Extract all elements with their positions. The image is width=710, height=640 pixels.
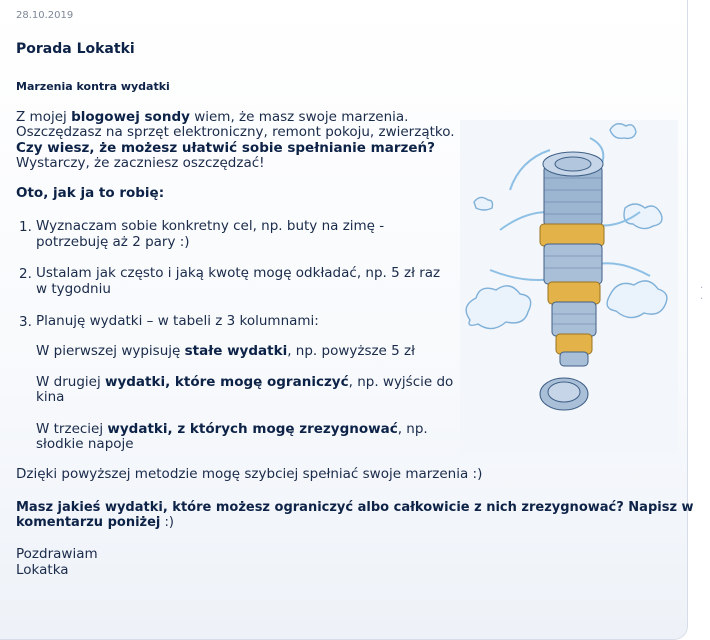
step-3-line-1: Planuję wydatki – w tabeli z 3 kolumnami: [36,313,319,329]
step-number: 2. [19,266,32,282]
column-item-2-line-2: kina [36,389,65,405]
column-text: , np. wyjście do [348,374,454,390]
step-number: 1. [19,219,32,235]
intro-bold: blogowej sondy [71,109,190,125]
column-item-2 [36,375,453,390]
column-bold: wydatki, z których mogę zrezygnować [107,421,398,437]
sign-off-name: Lokatka [16,562,69,578]
column-item-1 [36,344,415,359]
column-bold: wydatki, które mogę ograniczyć [104,374,349,390]
step-number: 3. [19,314,32,330]
column-text: W trzeciej [36,421,108,437]
decorative-dots: · · [700,283,706,305]
column-text: , np. [397,421,428,437]
post-subtitle: Marzenia kontra wydatki [16,80,170,93]
method-line: Dzięki powyższej metodzie mogę szybciej spełniać swoje marzenia :) [16,466,483,482]
step-2-line-1: Ustalam jak często i jaką kwotę mogę odkładać, np. 5 zł raz [36,265,441,281]
question-line-2 [16,515,174,530]
intro-text: Z mojej [16,109,72,125]
column-text: , np. powyższe 5 zł [287,343,415,359]
step-1-line-1: Wyznaczam sobie konkretny cel, np. buty na zimę - [36,218,385,234]
post-title: Porada Lokatki [16,41,135,57]
column-text: W drugiej [36,374,105,390]
intro-line-4: Wystarczy, że zaczniesz oszczędzać! [16,155,265,171]
coin-stack-illustration [460,120,678,454]
column-text: W pierwszej wypisuję [36,343,185,359]
question-line-1: Masz jakieś wydatki, które możesz ograniczyć albo całkowicie z nich zrezygnować? Napisz w [16,500,694,515]
question-bold: komentarzu poniżej [16,515,161,530]
intro-text: wiem, że masz swoje marzenia. [189,109,409,125]
column-item-3 [36,422,428,437]
step-2-line-2: w tygodniu [36,281,111,297]
intro-line-1 [16,110,408,125]
intro-line-3: Czy wiesz, że możesz ułatwić sobie spełnianie marzeń? [16,140,435,156]
intro-line-2: Oszczędzasz na sprzęt elektroniczny, remont pokoju, zwierzątko. [16,124,455,140]
post-date: 28.10.2019 [16,10,74,21]
column-item-3-line-2: słodkie napoje [36,436,134,452]
column-bold: stałe wydatki [184,343,288,359]
sign-off-greeting: Pozdrawiam [16,546,98,562]
step-1-line-2: potrzebuję aż 2 pary :) [36,234,190,250]
howto-heading: Oto, jak ja to robię: [16,185,165,201]
question-text: :) [160,515,174,530]
